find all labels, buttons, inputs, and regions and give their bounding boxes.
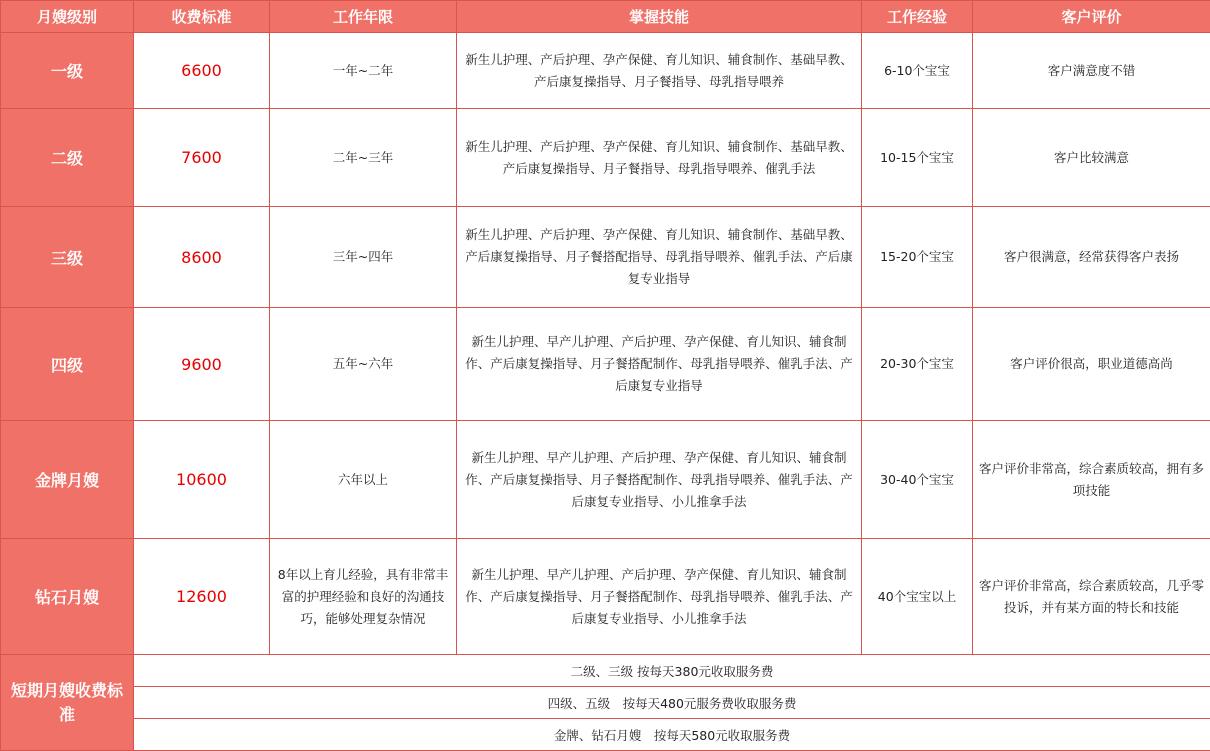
row-years: 8年以上育儿经验，具有非常丰富的护理经验和良好的沟通技巧，能够处理复杂情况 xyxy=(270,539,457,655)
table-row xyxy=(1,207,1210,308)
table-row xyxy=(1,109,1210,207)
row-review: 客户评价很高，职业道德高尚 xyxy=(973,308,1210,421)
row-years: 二年~三年 xyxy=(270,109,457,207)
row-years: 五年~六年 xyxy=(270,308,457,421)
row-review: 客户评价非常高，综合素质较高，几乎零投诉，并有某方面的特长和技能 xyxy=(973,539,1210,655)
short-term-row xyxy=(1,655,1210,687)
row-years: 三年~四年 xyxy=(270,207,457,308)
short-term-row xyxy=(1,719,1210,751)
row-level: 四级 xyxy=(1,308,134,421)
row-price: 7600 xyxy=(134,109,270,207)
short-term-row xyxy=(1,687,1210,719)
row-experience: 6-10个宝宝 xyxy=(862,33,973,109)
row-experience: 10-15个宝宝 xyxy=(862,109,973,207)
row-years: 一年~二年 xyxy=(270,33,457,109)
short-term-rate: 四级、五级 按每天480元服务费收取服务费 xyxy=(134,687,1210,719)
row-price: 6600 xyxy=(134,33,270,109)
row-level: 金牌月嫂 xyxy=(1,421,134,539)
row-level: 三级 xyxy=(1,207,134,308)
table-body xyxy=(1,33,1210,751)
table-row xyxy=(1,539,1210,655)
row-skills: 新生儿护理、产后护理、孕产保健、育儿知识、辅食制作、基础早教、产后康复操指导、月子餐指导、母乳指导喂养 xyxy=(457,33,862,109)
row-experience: 15-20个宝宝 xyxy=(862,207,973,308)
short-term-rate: 金牌、钻石月嫂 按每天580元收取服务费 xyxy=(134,719,1210,751)
table-row xyxy=(1,33,1210,109)
table-header xyxy=(1,1,1210,33)
header-price: 收费标准 xyxy=(134,1,270,33)
row-skills: 新生儿护理、早产儿护理、产后护理、孕产保健、育儿知识、辅食制作、产后康复操指导、月子餐搭配制作、母乳指导喂养、催乳手法、产后康复专业指导、小儿推拿手法 xyxy=(457,421,862,539)
row-level: 二级 xyxy=(1,109,134,207)
header-years: 工作年限 xyxy=(270,1,457,33)
table-row xyxy=(1,421,1210,539)
row-skills: 新生儿护理、产后护理、孕产保健、育儿知识、辅食制作、基础早教、产后康复操指导、月子餐指导、母乳指导喂养、催乳手法 xyxy=(457,109,862,207)
short-term-title: 短期月嫂收费标准 xyxy=(1,655,134,751)
row-experience: 40个宝宝以上 xyxy=(862,539,973,655)
header-experience: 工作经验 xyxy=(862,1,973,33)
row-skills: 新生儿护理、早产儿护理、产后护理、孕产保健、育儿知识、辅食制作、产后康复操指导、月子餐搭配制作、母乳指导喂养、催乳手法、产后康复专业指导 xyxy=(457,308,862,421)
table-row xyxy=(1,308,1210,421)
short-term-rate: 二级、三级 按每天380元收取服务费 xyxy=(134,655,1210,687)
row-years: 六年以上 xyxy=(270,421,457,539)
header-review: 客户评价 xyxy=(973,1,1210,33)
row-skills: 新生儿护理、产后护理、孕产保健、育儿知识、辅食制作、基础早教、产后康复操指导、月子餐搭配指导、母乳指导喂养、催乳手法、产后康复专业指导 xyxy=(457,207,862,308)
row-level: 钻石月嫂 xyxy=(1,539,134,655)
row-review: 客户很满意，经常获得客户表扬 xyxy=(973,207,1210,308)
row-review: 客户满意度不错 xyxy=(973,33,1210,109)
row-experience: 30-40个宝宝 xyxy=(862,421,973,539)
row-skills: 新生儿护理、早产儿护理、产后护理、孕产保健、育儿知识、辅食制作、产后康复操指导、月子餐搭配制作、母乳指导喂养、催乳手法、产后康复专业指导、小儿推拿手法 xyxy=(457,539,862,655)
row-review: 客户比较满意 xyxy=(973,109,1210,207)
header-skills: 掌握技能 xyxy=(457,1,862,33)
row-price: 12600 xyxy=(134,539,270,655)
row-price: 8600 xyxy=(134,207,270,308)
row-price: 9600 xyxy=(134,308,270,421)
row-review: 客户评价非常高，综合素质较高，拥有多项技能 xyxy=(973,421,1210,539)
row-experience: 20-30个宝宝 xyxy=(862,308,973,421)
header-level: 月嫂级别 xyxy=(1,1,134,33)
row-level: 一级 xyxy=(1,33,134,109)
row-price: 10600 xyxy=(134,421,270,539)
